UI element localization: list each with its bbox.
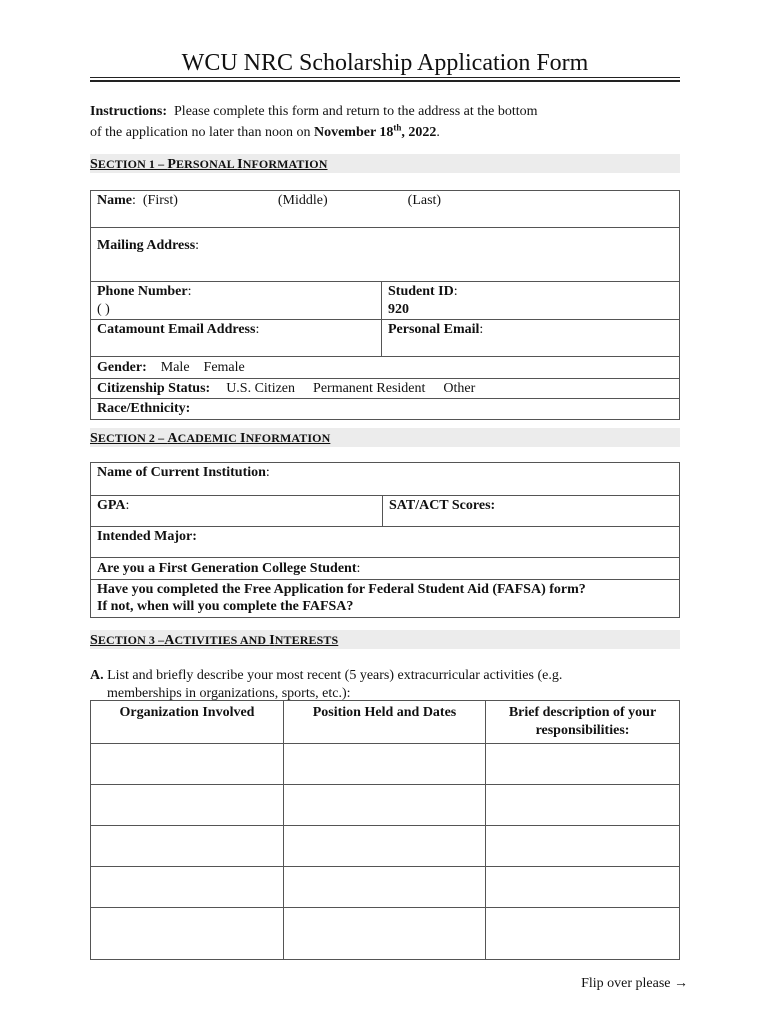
description-cell[interactable] — [486, 867, 680, 908]
position-cell[interactable] — [284, 908, 486, 960]
institution-field[interactable]: Name of Current Institution: — [91, 463, 680, 496]
name-last: (Last) — [407, 193, 442, 208]
mailing-address-field[interactable]: Mailing Address: — [91, 228, 680, 282]
personal-email-field[interactable]: Personal Email: — [382, 320, 680, 357]
fafsa-field[interactable]: Have you completed the Free Application for Federal Student Aid (FAFSA) form? If not, when will you complete the FAFSA? — [91, 579, 680, 617]
description-cell[interactable] — [486, 744, 680, 785]
organization-cell[interactable] — [91, 826, 284, 867]
personal-info-table — [90, 190, 680, 420]
first-generation-field[interactable]: Are you a First Generation College Student: — [91, 558, 680, 580]
sat-act-field[interactable]: SAT/ACT Scores: — [383, 496, 680, 527]
table-row — [91, 826, 680, 867]
gpa-field[interactable]: GPA: — [91, 496, 383, 527]
name-field[interactable]: Name: (First) (Middle) (Last) — [91, 191, 680, 228]
position-cell[interactable] — [284, 826, 486, 867]
section-3-header: SECTION 3 –ACTIVITIES AND INTERESTS — [90, 630, 680, 649]
col-description: Brief description of your responsibilities: — [486, 701, 680, 744]
student-id-field[interactable]: Student ID: 920 — [382, 282, 680, 320]
section-1-header: SECTION 1 – PERSONAL INFORMATION — [90, 154, 680, 173]
title-rule — [90, 77, 680, 82]
race-ethnicity-field[interactable]: Race/Ethnicity: — [91, 399, 680, 420]
organization-cell[interactable] — [91, 908, 284, 960]
section-2-header: SECTION 2 – ACADEMIC INFORMATION — [90, 428, 680, 447]
table-row — [91, 785, 680, 826]
col-organization: Organization Involved — [91, 701, 284, 744]
gender-female: Female — [203, 360, 245, 375]
flip-over-note: Flip over please → — [581, 976, 688, 991]
instructions-text-2: of the application no later than noon on — [90, 125, 311, 140]
instructions-label: Instructions: — [90, 104, 168, 119]
table-row — [91, 908, 680, 960]
organization-cell[interactable] — [91, 744, 284, 785]
name-middle: (Middle) — [277, 193, 328, 208]
gender-field[interactable]: Gender: Male Female — [91, 357, 680, 379]
activities-table — [90, 700, 680, 960]
table-row — [91, 744, 680, 785]
description-cell[interactable] — [486, 826, 680, 867]
catamount-email-field[interactable]: Catamount Email Address: — [91, 320, 382, 357]
table-row — [91, 867, 680, 908]
academic-info-table — [90, 462, 680, 618]
description-cell[interactable] — [486, 785, 680, 826]
name-first: (First) — [142, 193, 178, 208]
phone-field[interactable]: Phone Number: ( ) — [91, 282, 382, 320]
col-position: Position Held and Dates — [284, 701, 486, 744]
position-cell[interactable] — [284, 867, 486, 908]
citizenship-other: Other — [443, 380, 476, 396]
gender-male: Male — [160, 360, 190, 375]
position-cell[interactable] — [284, 785, 486, 826]
instructions: Instructions: Please complete this form and return to the address at the bottom of the application no later than noon on November 18th, 2022. — [90, 104, 538, 140]
citizenship-pr: Permanent Resident — [313, 380, 426, 396]
instructions-text-1: Please complete this form and return to the address at the bottom — [174, 104, 538, 119]
citizenship-us: U.S. Citizen — [226, 380, 296, 396]
position-cell[interactable] — [284, 744, 486, 785]
activities-prompt: A. List and briefly describe your most recent (5 years) extracurricular activities (e.g. memberships in organizations, sports, etc.): — [90, 668, 563, 701]
organization-cell[interactable] — [91, 867, 284, 908]
deadline: November 18th, 2022 — [313, 122, 437, 140]
organization-cell[interactable] — [91, 785, 284, 826]
form-title: WCU NRC Scholarship Application Form — [181, 50, 589, 76]
intended-major-field[interactable]: Intended Major: — [91, 527, 680, 558]
citizenship-field[interactable]: Citizenship Status: U.S. Citizen Permanent Resident Other — [91, 378, 680, 399]
description-cell[interactable] — [486, 908, 680, 960]
